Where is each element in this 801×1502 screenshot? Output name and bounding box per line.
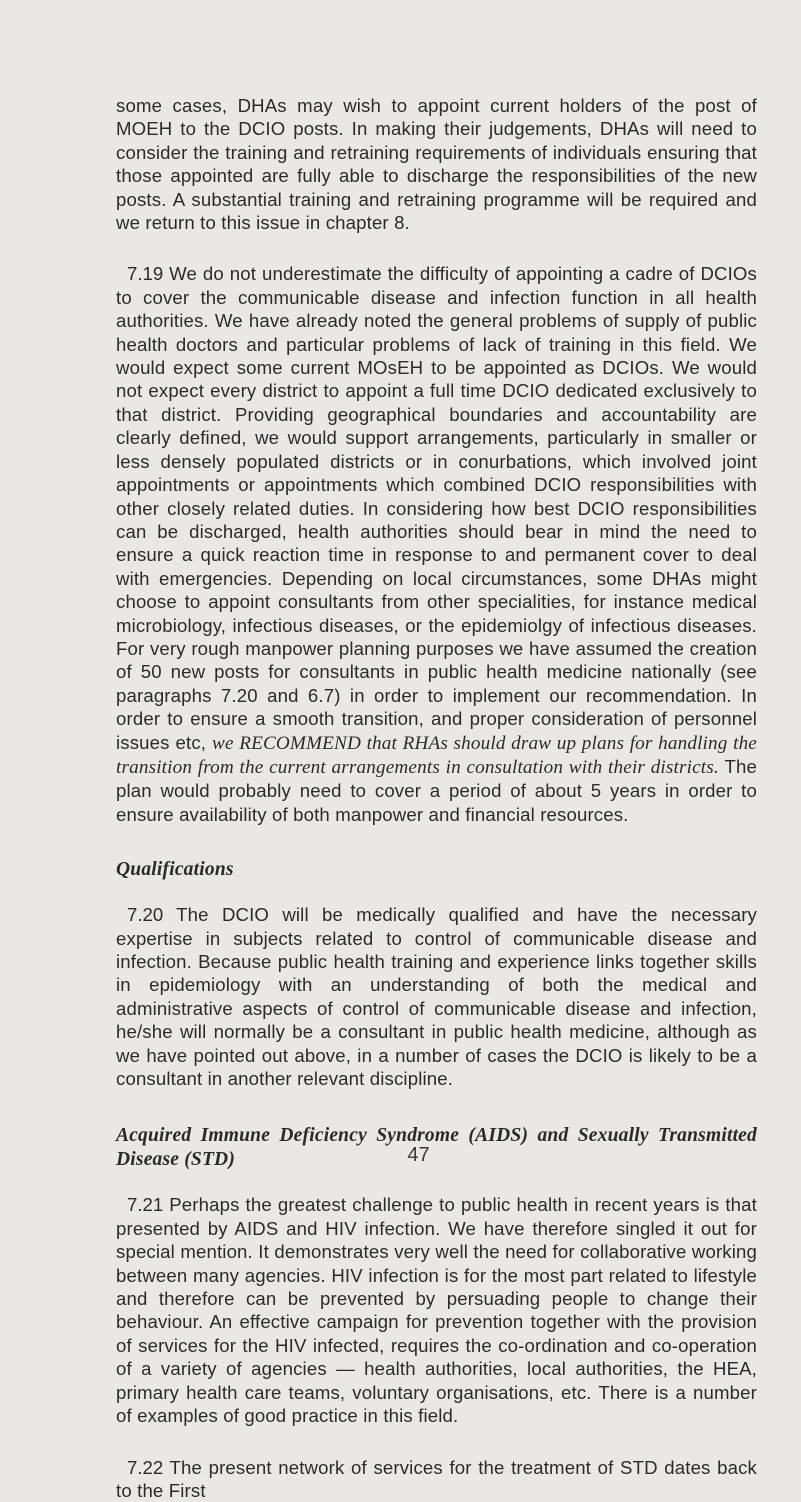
- paragraph-7-18-continued: some cases, DHAs may wish to appoint current holders of the post of MOEH to the DCIO posts. In making their judgements, DHAs will need to consider the training and retraining requirements of individuals ensuring that those appointed are fully able to discharge the responsibilities of the new posts. A substantial training and retraining programme will be required and we return to this issue in chapter 8.: [116, 94, 757, 234]
- paragraph-text: Perhaps the greatest challenge to public health in recent years is that presented by AIDS and HIV infection. We have therefore singled it out for special mention. It demonstrates very well the need for collaborative working between many agencies. HIV infection is for the most part related to lifestyle and therefore can be prevented by persuading people to change their behaviour. An effective campaign for prevention together with the provision of services for the HIV infected, requires the co-ordination and co-operation of a variety of agencies — health authorities, local authorities, the HEA, primary health care teams, voluntary organisations, etc. There is a number of examples of good practice in this field.: [116, 1194, 757, 1426]
- paragraph-7-19: [116, 262, 757, 826]
- paragraph-7-22: [116, 1456, 757, 1502]
- paragraph-number: 7.21: [127, 1194, 163, 1215]
- paragraph-7-21: [116, 1193, 757, 1427]
- paragraph-text: The DCIO will be medically qualified and have the necessary expertise in subjects related to control of communicable disease and infection. Because public health training and experience links together skills in epidemiology with an understanding of both the medical and administrative aspects of control of communicable disease and infection, he/she will normally be a consultant in public health medicine, although as we have pointed out above, in a number of cases the DCIO is likely to be a consultant in another relevant discipline.: [116, 904, 757, 1089]
- paragraph-number: 7.19: [127, 263, 163, 284]
- section-heading-qualifications: Qualifications: [116, 858, 757, 882]
- paragraph-number: 7.20: [127, 904, 163, 925]
- paragraph-7-20: [116, 903, 757, 1090]
- paragraph-number: 7.22: [127, 1457, 163, 1478]
- recommendation-text: we RECOMMEND that RHAs should draw up plans for handling the transition from the current arrangements in consultation with their districts.: [116, 733, 757, 778]
- paragraph-text: The plan would probably need to cover a period of about 5 years in order to ensure availability of both manpower and financial resources.: [116, 756, 757, 825]
- section-heading-aids-std: Acquired Immune Deficiency Syndrome (AIDS) and Sexually Transmitted Disease (STD): [116, 1124, 757, 1172]
- paragraph-text: We do not underestimate the difficulty of appointing a cadre of DCIOs to cover the communicable disease and infection function in all health authorities. We have already noted the general problems of supply of public health doctors and particular problems of lack of training in this field. We would expect some current MOsEH to be appointed as DCIOs. We would not expect every district to appoint a full time DCIO dedicated exclusively to that district. Providing geographical boundaries and accountability are clearly defined, we would support arrangements, particularly in smaller or less densely populated districts or in conurbations, which involved joint appointments or appointments which combined DCIO responsibilities with other closely related duties. In considering how best DCIO responsibilities can be discharged, health authorities should bear in mind the need to ensure a quick reaction time in response to and permanent cover to deal with emergencies. Depending on local circumstances, some DHAs might choose to appoint consultants from other specialities, for instance medical microbiology, infectious diseases, or the epidemiolgy of infectious diseases. For very rough manpower planning purposes we have assumed the creation of 50 new posts for consultants in public health medicine nationally (see paragraphs 7.20 and 6.7) in order to implement our recommendation. In order to ensure a smooth transition, and proper consideration of personnel issues etc,: [116, 263, 757, 752]
- page-number: 47: [0, 1144, 801, 1167]
- paragraph-text: The present network of services for the treatment of STD dates back to the First: [116, 1457, 757, 1501]
